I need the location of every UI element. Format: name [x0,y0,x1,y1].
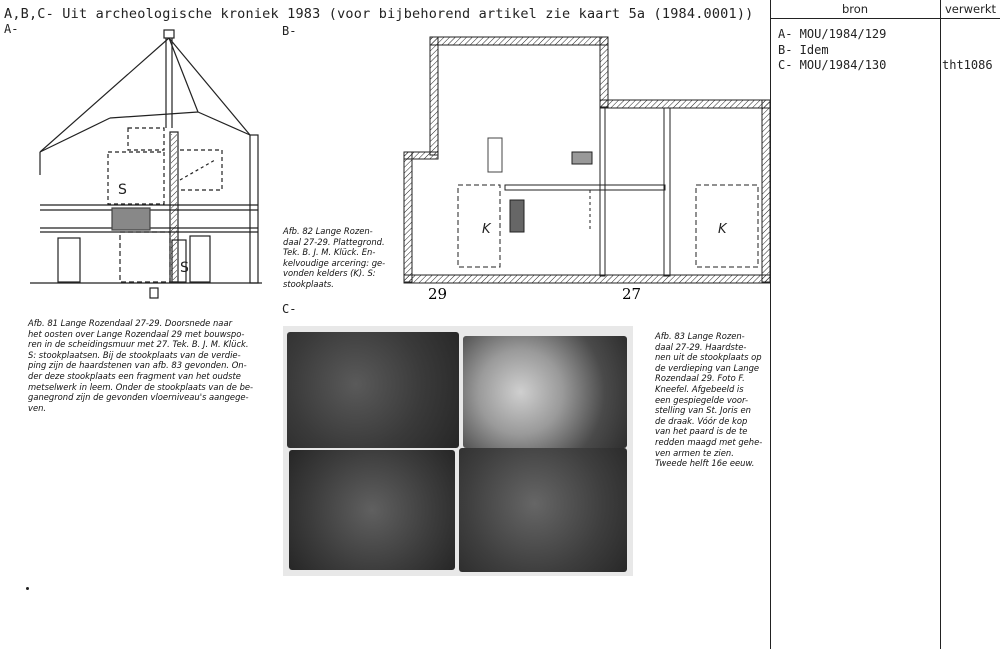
header-rule [770,18,1000,19]
caption-afb-83: Afb. 83 Lange Rozen- daal 27-29. Haardste- nen uit de stookplaats op de verdieping van Lange Rozendaal 29. Foto F. Kneefel. Afgebeeld is een gespiegelde voor- stelling van St. Joris en de draak. Vóór de kop van het paard is de te redden maagd met gehe- ven armen te zien. Tweede helft 16e eeuw. [655,331,763,469]
column-header-verwerkt: verwerkt [945,2,996,16]
processed-row: tht1086 [942,58,993,72]
mark-k-left: K [482,222,491,237]
source-row: B- Idem [778,42,829,57]
caption-afb-81: Afb. 81 Lange Rozendaal 27-29. Doorsnede naar het oosten over Lange Rozendaal 29 met bouwspo- ren in de scheidingsmuur met 27. Tek. B. J. M. Klück. S: stookplaatsen. Bij de stookplaats van de verdie- ping zijn de haardstenen van afb. 83 gevonden. On- der deze stookplaats een fragment van het oudste metselwerk in leem. Onder de stookplaats van de be- ganegrond zijn de gevonden vloerniveau's aangege- ven. [28,318,254,413]
hearth-stone-tile [459,448,627,572]
source-row: C- MOU/1984/130 [778,58,887,72]
house-number-29: 29 [428,285,448,303]
mark-k-right: K [718,222,727,237]
hearth-stone-tile [463,336,627,448]
column-divider-left [770,0,771,649]
label-c: C- [282,302,297,316]
photo-hearth-stones [283,326,633,576]
label-b: B- [282,24,297,38]
mark-s-upper: S [118,182,127,198]
column-header-bron: bron [841,2,869,16]
hearth-stone-tile [289,450,455,570]
house-number-27: 27 [622,285,642,303]
column-divider-right [940,0,941,649]
label-a: A- [4,22,19,36]
stray-mark [26,587,29,590]
source-row: A- MOU/1984/129 [778,27,887,41]
page-heading: A,B,C- Uit archeologische kroniek 1983 (voor bijbehorend artikel zie kaart 5a (1984.0001)) [4,6,754,22]
processed-row [942,43,993,59]
processed-row [942,27,993,43]
mark-s-lower: S [180,260,189,276]
caption-afb-82: Afb. 82 Lange Rozen- daal 27-29. Plattegrond. Tek. B. J. M. Klück. En- kelvoudige arcering: ge- vonden kelders (K). S: stookplaats. [283,226,386,289]
source-list [778,27,886,74]
hearth-stone-tile [287,332,459,448]
processed-list [942,27,993,74]
